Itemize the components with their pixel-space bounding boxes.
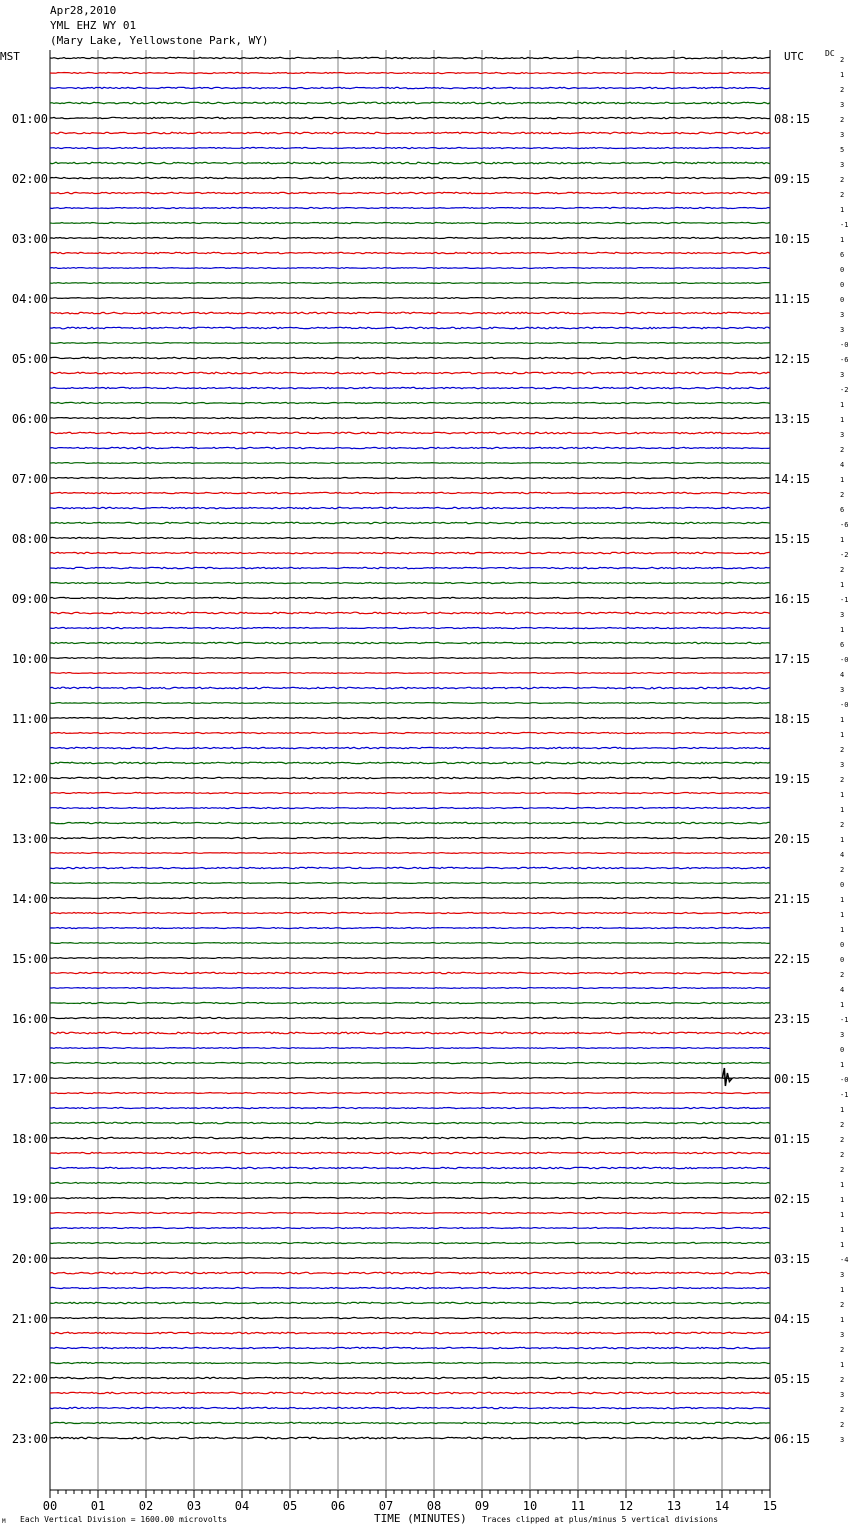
seismic-trace <box>50 507 770 508</box>
seismic-trace <box>50 552 770 553</box>
mst-time-label: 05:00 <box>11 352 48 366</box>
dc-offset-value: 2 <box>840 1301 845 1309</box>
dc-offset-value: 2 <box>840 116 845 124</box>
dc-offset-value: 2 <box>840 446 845 454</box>
dc-offset-value: 3 <box>840 131 845 139</box>
x-tick-label: 05 <box>282 1499 298 1513</box>
dc-offset-value: 1 <box>840 791 845 799</box>
dc-offset-value: 2 <box>840 1406 845 1414</box>
seismic-trace <box>50 1062 770 1063</box>
seismic-trace <box>50 927 770 928</box>
utc-time-label: 13:15 <box>774 412 811 426</box>
seismic-trace <box>50 567 770 568</box>
seismic-trace <box>50 372 770 374</box>
seismic-trace <box>50 1107 770 1108</box>
right-timezone-label: UTC <box>784 50 804 63</box>
dc-offset-value: 1 <box>840 1286 845 1294</box>
seismic-trace <box>50 807 770 808</box>
mst-time-label: 22:00 <box>11 1372 48 1386</box>
dc-offset-value: 1 <box>840 731 845 739</box>
x-tick-label: 13 <box>666 1499 682 1513</box>
dc-offset-value: 1 <box>840 536 845 544</box>
dc-offset-value: 2 <box>840 1151 845 1159</box>
mst-time-label: 15:00 <box>11 952 48 966</box>
seismic-trace <box>50 1422 770 1423</box>
dc-offset-value: -6 <box>840 521 849 529</box>
seismic-trace <box>50 252 770 253</box>
station-location: (Mary Lake, Yellowstone Park, WY) <box>50 34 269 47</box>
seismic-trace <box>50 912 770 913</box>
seismic-trace <box>50 762 770 764</box>
seismic-trace <box>50 72 770 73</box>
seismic-trace <box>50 1197 770 1198</box>
mst-time-label: 02:00 <box>11 172 48 186</box>
seismic-trace <box>50 732 770 733</box>
dc-offset-value: -0 <box>840 1076 849 1084</box>
left-timezone-label: MST <box>0 50 20 63</box>
dc-offset-value: 1 <box>840 806 845 814</box>
dc-offset-value: -6 <box>840 356 849 364</box>
utc-time-label: 22:15 <box>774 952 811 966</box>
utc-time-label: 04:15 <box>774 1312 811 1326</box>
dc-offset-value: 3 <box>840 761 845 769</box>
x-tick-label: 00 <box>42 1499 58 1513</box>
seismic-trace <box>50 897 770 898</box>
seismic-trace <box>50 658 770 659</box>
utc-time-label: 09:15 <box>774 172 811 186</box>
dc-offset-value: 1 <box>840 416 845 424</box>
dc-offset-value: -1 <box>840 1016 849 1024</box>
dc-offset-value: -0 <box>840 656 849 664</box>
utc-time-label: 23:15 <box>774 1012 811 1026</box>
utc-time-label: 17:15 <box>774 652 811 666</box>
dc-offset-value: -2 <box>840 551 849 559</box>
seismic-trace <box>50 777 770 778</box>
dc-offset-value: 1 <box>840 836 845 844</box>
dc-offset-value: 0 <box>840 881 845 889</box>
dc-offset-value: 3 <box>840 611 845 619</box>
dc-offset-value: 6 <box>840 641 845 649</box>
dc-offset-value: 1 <box>840 1361 845 1369</box>
seismic-trace <box>50 943 770 944</box>
seismic-trace <box>50 1437 770 1439</box>
dc-offset-value: 4 <box>840 461 845 469</box>
dc-offset-value: 3 <box>840 101 845 109</box>
seismic-trace <box>50 867 770 868</box>
seismic-trace <box>50 117 770 118</box>
x-axis-title: TIME (MINUTES) <box>374 1512 467 1525</box>
seismic-trace <box>50 87 770 88</box>
utc-time-label: 06:15 <box>774 1432 811 1446</box>
dc-offset-value: 1 <box>840 896 845 904</box>
dc-offset-value: 1 <box>840 1061 845 1069</box>
utc-time-label: 12:15 <box>774 352 811 366</box>
seismic-trace <box>50 1407 770 1408</box>
seismic-trace <box>50 747 770 748</box>
dc-offset-value: 0 <box>840 941 845 949</box>
seismic-trace <box>50 283 770 284</box>
vertical-division-note: Each Vertical Division = 1600.00 microvolts <box>20 1515 228 1524</box>
seismic-trace <box>50 1287 770 1288</box>
x-tick-label: 10 <box>522 1499 538 1513</box>
dc-offset-value: 3 <box>840 161 845 169</box>
x-tick-label: 03 <box>186 1499 202 1513</box>
dc-offset-value: 1 <box>840 1196 845 1204</box>
x-tick-label: 01 <box>90 1499 106 1513</box>
seismic-trace <box>50 1032 770 1034</box>
seismic-trace <box>50 1137 770 1138</box>
dc-offset-value: 4 <box>840 671 845 679</box>
dc-offset-value: 6 <box>840 506 845 514</box>
seismic-trace <box>50 703 770 704</box>
dc-offset-value: 0 <box>840 266 845 274</box>
dc-offset-value: 1 <box>840 401 845 409</box>
dc-offset-value: 2 <box>840 1346 845 1354</box>
x-tick-label: 11 <box>570 1499 586 1513</box>
seismic-trace <box>50 612 770 614</box>
dc-offset-value: 3 <box>840 1271 845 1279</box>
x-tick-label: 04 <box>234 1499 250 1513</box>
dc-offset-value: 1 <box>840 1316 845 1324</box>
seismic-trace <box>50 417 770 418</box>
dc-offset-value: 3 <box>840 1331 845 1339</box>
utc-time-label: 21:15 <box>774 892 811 906</box>
dc-offset-value: 2 <box>840 866 845 874</box>
dc-offset-value: 2 <box>840 191 845 199</box>
dc-offset-value: -2 <box>840 386 849 394</box>
dc-offset-value: 1 <box>840 206 845 214</box>
utc-time-label: 20:15 <box>774 832 811 846</box>
seismic-trace <box>50 1258 770 1259</box>
utc-time-label: 03:15 <box>774 1252 811 1266</box>
mst-time-label: 10:00 <box>11 652 48 666</box>
seismic-trace <box>50 1002 770 1003</box>
mst-time-label: 03:00 <box>11 232 48 246</box>
seismic-trace <box>50 162 770 164</box>
x-tick-label: 02 <box>138 1499 154 1513</box>
seismic-trace <box>50 492 770 493</box>
seismic-trace <box>50 222 770 223</box>
mst-time-label: 09:00 <box>11 592 48 606</box>
x-tick-label: 15 <box>762 1499 778 1513</box>
mst-time-label: 06:00 <box>11 412 48 426</box>
seismic-trace <box>50 537 770 538</box>
mst-time-label: 13:00 <box>11 832 48 846</box>
x-tick-label: 09 <box>474 1499 490 1513</box>
seismic-trace <box>50 463 770 464</box>
utc-time-label: 00:15 <box>774 1072 811 1086</box>
mst-time-label: 21:00 <box>11 1312 48 1326</box>
seismic-trace <box>50 1182 770 1183</box>
mst-time-label: 07:00 <box>11 472 48 486</box>
utc-time-label: 14:15 <box>774 472 811 486</box>
seismic-trace <box>50 1332 770 1334</box>
x-tick-label: 07 <box>378 1499 394 1513</box>
seismic-trace <box>50 972 770 973</box>
seismic-trace <box>50 1242 770 1243</box>
dc-offset-value: -1 <box>840 1091 849 1099</box>
x-tick-label: 14 <box>714 1499 730 1513</box>
seismic-event <box>722 1068 732 1086</box>
dc-offset-value: 3 <box>840 686 845 694</box>
dc-offset-value: 1 <box>840 1211 845 1219</box>
dc-offset-value: 2 <box>840 1121 845 1129</box>
dc-offset-value: 1 <box>840 911 845 919</box>
seismic-trace <box>50 402 770 403</box>
dc-offset-value: -4 <box>840 1256 849 1264</box>
seismic-trace <box>50 853 770 854</box>
seismic-trace <box>50 1167 770 1168</box>
seismic-trace <box>50 522 770 523</box>
utc-time-label: 02:15 <box>774 1192 811 1206</box>
seismic-trace <box>50 958 770 959</box>
mst-time-label: 04:00 <box>11 292 48 306</box>
seismic-trace <box>50 673 770 674</box>
seismic-trace <box>50 298 770 299</box>
seismic-trace <box>50 132 770 134</box>
dc-offset-value: 2 <box>840 776 845 784</box>
seismic-trace <box>50 717 770 718</box>
clipping-note: Traces clipped at plus/minus 5 vertical divisions <box>482 1515 719 1524</box>
utc-time-label: 16:15 <box>774 592 811 606</box>
mst-time-label: 11:00 <box>11 712 48 726</box>
dc-offset-value: -1 <box>840 221 849 229</box>
dc-offset-value: 1 <box>840 476 845 484</box>
x-tick-label: 08 <box>426 1499 442 1513</box>
corner-mark: M <box>2 1518 6 1525</box>
seismic-trace <box>50 1227 770 1228</box>
seismic-trace <box>50 1392 770 1394</box>
utc-time-label: 08:15 <box>774 112 811 126</box>
dc-offset-value: 3 <box>840 311 845 319</box>
station-code: YML EHZ WY 01 <box>50 19 137 32</box>
utc-time-label: 19:15 <box>774 772 811 786</box>
mst-time-label: 12:00 <box>11 772 48 786</box>
seismic-trace <box>50 147 770 148</box>
dc-offset-value: 2 <box>840 1166 845 1174</box>
seismic-trace <box>50 343 770 344</box>
dc-offset-value: 1 <box>840 1181 845 1189</box>
dc-offset-value: 0 <box>840 956 845 964</box>
utc-time-label: 11:15 <box>774 292 811 306</box>
seismic-trace <box>50 627 770 628</box>
seismic-trace <box>50 597 770 598</box>
utc-time-label: 01:15 <box>774 1132 811 1146</box>
dc-offset-value: 1 <box>840 926 845 934</box>
dc-offset-value: 1 <box>840 626 845 634</box>
seismic-trace <box>50 312 770 314</box>
utc-time-label: 05:15 <box>774 1372 811 1386</box>
mst-time-label: 14:00 <box>11 892 48 906</box>
seismic-trace <box>50 1272 770 1274</box>
seismic-trace <box>50 1377 770 1378</box>
dc-offset-value: 2 <box>840 176 845 184</box>
seismic-trace <box>50 822 770 823</box>
dc-offset-value: 1 <box>840 716 845 724</box>
dc-offset-header: DC <box>825 49 835 58</box>
mst-time-label: 19:00 <box>11 1192 48 1206</box>
seismic-trace <box>50 1302 770 1303</box>
seismic-trace <box>50 837 770 838</box>
dc-offset-value: -0 <box>840 701 849 709</box>
seismic-trace <box>50 177 770 178</box>
dc-offset-value: 1 <box>840 581 845 589</box>
seismic-trace <box>50 477 770 478</box>
dc-offset-value: 1 <box>840 236 845 244</box>
seismic-trace <box>50 1317 770 1318</box>
dc-offset-value: 2 <box>840 491 845 499</box>
seismic-trace <box>50 207 770 208</box>
dc-offset-value: 2 <box>840 566 845 574</box>
dc-offset-value: 1 <box>840 1106 845 1114</box>
seismic-trace <box>50 268 770 269</box>
x-tick-label: 06 <box>330 1499 346 1513</box>
dc-offset-value: 2 <box>840 1421 845 1429</box>
mst-time-label: 23:00 <box>11 1432 48 1446</box>
seismic-trace <box>50 792 770 793</box>
dc-offset-value: 2 <box>840 1136 845 1144</box>
dc-offset-value: 3 <box>840 1391 845 1399</box>
dc-offset-value: 0 <box>840 296 845 304</box>
mst-time-label: 17:00 <box>11 1072 48 1086</box>
dc-offset-value: 1 <box>840 71 845 79</box>
dc-offset-value: 3 <box>840 371 845 379</box>
utc-time-label: 10:15 <box>774 232 811 246</box>
dc-offset-value: 5 <box>840 146 845 154</box>
mst-time-label: 16:00 <box>11 1012 48 1026</box>
dc-offset-value: 4 <box>840 851 845 859</box>
seismic-trace <box>50 102 770 104</box>
seismic-trace <box>50 192 770 193</box>
seismic-trace <box>50 447 770 448</box>
dc-offset-value: 1 <box>840 1226 845 1234</box>
x-tick-label: 12 <box>618 1499 634 1513</box>
mst-time-label: 20:00 <box>11 1252 48 1266</box>
dc-offset-value: 0 <box>840 1046 845 1054</box>
mst-time-label: 08:00 <box>11 532 48 546</box>
seismic-trace <box>50 1122 770 1123</box>
dc-offset-value: 3 <box>840 1031 845 1039</box>
seismic-trace <box>50 1048 770 1049</box>
seismic-trace <box>50 57 770 58</box>
seismic-trace <box>50 432 770 434</box>
seismic-trace <box>50 988 770 989</box>
dc-offset-value: 2 <box>840 746 845 754</box>
dc-offset-value: 1 <box>840 1241 845 1249</box>
seismic-trace <box>50 357 770 358</box>
utc-time-label: 18:15 <box>774 712 811 726</box>
dc-offset-value: 0 <box>840 281 845 289</box>
dc-offset-value: 3 <box>840 431 845 439</box>
dc-offset-value: 2 <box>840 821 845 829</box>
seismic-trace <box>50 1347 770 1348</box>
dc-offset-value: 4 <box>840 986 845 994</box>
dc-offset-value: 3 <box>840 1436 845 1444</box>
seismic-trace <box>50 1078 770 1079</box>
seismic-trace <box>50 1017 770 1018</box>
utc-time-label: 15:15 <box>774 532 811 546</box>
dc-offset-value: 2 <box>840 86 845 94</box>
seismic-trace <box>50 237 770 238</box>
seismic-trace <box>50 582 770 583</box>
mst-time-label: 18:00 <box>11 1132 48 1146</box>
seismic-trace <box>50 387 770 388</box>
dc-offset-value: 3 <box>840 326 845 334</box>
dc-offset-value: 2 <box>840 1376 845 1384</box>
seismic-trace <box>50 1362 770 1363</box>
plot-date: Apr28,2010 <box>50 4 117 17</box>
seismic-trace <box>50 1152 770 1153</box>
dc-offset-value: 2 <box>840 56 845 64</box>
dc-offset-value: 1 <box>840 1001 845 1009</box>
seismic-trace <box>50 1212 770 1213</box>
seismic-trace <box>50 883 770 884</box>
mst-time-label: 01:00 <box>11 112 48 126</box>
seismic-trace <box>50 327 770 329</box>
dc-offset-value: 6 <box>840 251 845 259</box>
dc-offset-value: -0 <box>840 341 849 349</box>
dc-offset-value: -1 <box>840 596 849 604</box>
seismic-trace <box>50 687 770 689</box>
dc-offset-value: 2 <box>840 971 845 979</box>
seismic-trace <box>50 1092 770 1093</box>
seismic-trace <box>50 642 770 643</box>
